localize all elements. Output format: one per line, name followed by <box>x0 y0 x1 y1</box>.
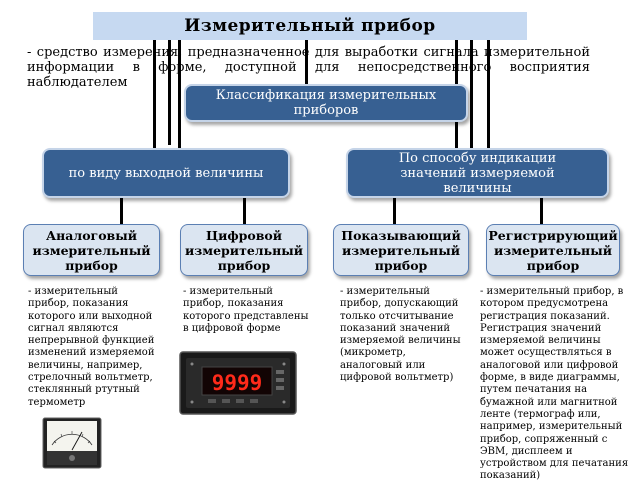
group-by-output: по виду выходной величины <box>42 148 290 198</box>
type-recording-box: Регистрирующий измерительный прибор <box>486 224 620 276</box>
digital-meter-icon <box>178 350 298 416</box>
analog-meter-icon <box>42 417 102 469</box>
connector-line <box>540 198 543 224</box>
type-digital-box: Цифровой измерительный прибор <box>180 224 308 276</box>
connector-line <box>393 198 396 224</box>
type-indicating-box: Показывающий измерительный прибор <box>333 224 469 276</box>
type-analog-box: Аналоговый измерительный прибор <box>23 224 160 276</box>
connector-line <box>243 198 246 224</box>
classification-box: Классификация измерительных приборов <box>184 84 468 122</box>
type-recording-description: - измерительный прибор, в котором предусмотрена регистрация показаний. Регистрация значений измеряемой величины может осуществляться в аналоговой или цифровой форме, в виде диаграммы, путем печатания на бумажной или магнитной ленте (термограф или, например, измерительный прибор, сопряженный с ЭВМ, дисплеем и устройством для печатания показаний) <box>480 286 629 482</box>
meter-digits: 9999 <box>211 371 263 395</box>
definition-text: - средство измерения, предназначенное для выработки сигнала измерительной информации в форме, доступной для непосредственного восприятия наблюдателем <box>27 45 590 90</box>
type-analog-description: - измерительный прибор, показания которого или выходной сигнал являются непрерывной функцией изменений измеряемой величины, например, стрелочный вольтметр, стеклянный ртутный термометр <box>28 286 155 408</box>
group-by-indication: По способу индикации значений измеряемой величины <box>346 148 609 198</box>
page-title: Измерительный прибор <box>93 12 527 40</box>
connector-line <box>120 198 123 224</box>
type-indicating-description: - измерительный прибор, допускающий только отсчитывание показаний значений измеряемой величины (микрометр, аналоговый или цифровой вольтметр) <box>340 286 461 384</box>
type-digital-description: - измерительный прибор, показания которого представлены в цифровой форме <box>183 286 309 334</box>
